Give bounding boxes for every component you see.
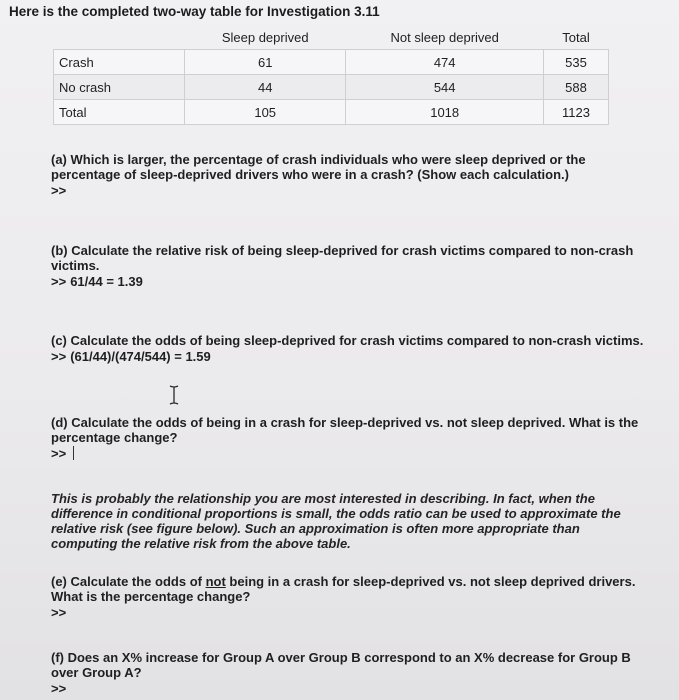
column-header (54, 25, 185, 50)
answer-e-field[interactable] (51, 605, 651, 620)
question-e-text-after: being in a crash for sleep-deprived vs. not sleep deprived drivers. What is the percentage change? (51, 574, 636, 604)
question-f (51, 650, 651, 696)
answer-c-field[interactable] (51, 349, 651, 364)
question-d-text: (d) Calculate the odds of being in a crash for sleep-deprived vs. not sleep deprived. What is the percentage change? (51, 415, 639, 445)
table-cell: 1018 (346, 100, 544, 125)
answer-a-field[interactable] (51, 183, 651, 198)
table-cell: 105 (185, 100, 346, 125)
table-cell: 544 (346, 75, 544, 100)
i-beam-cursor-icon (167, 385, 181, 405)
answer-c-prefix: >> (51, 349, 67, 364)
answer-d-prefix: >> (51, 446, 67, 461)
question-c (51, 333, 651, 364)
question-e (51, 574, 651, 620)
question-b (51, 243, 651, 289)
table-row (54, 50, 609, 75)
table-cell: 1123 (543, 100, 608, 125)
answer-b-prefix: >> (51, 274, 67, 289)
table-cell: 588 (543, 75, 608, 100)
table-cell: 44 (185, 75, 346, 100)
row-label: No crash (54, 75, 185, 100)
question-f-text: (f) Does an X% increase for Group A over Group B correspond to an X% decrease for Group B over Group A? (51, 650, 631, 680)
text-caret (73, 446, 74, 460)
page-heading: Here is the completed two-way table for Investigation 3.11 (9, 4, 380, 19)
table-row (54, 75, 609, 100)
two-way-table (53, 25, 609, 125)
table-cell: 61 (185, 50, 346, 75)
explanatory-note: This is probably the relationship you are most interested in describing. In fact, when the difference in conditional proportions is small, the odds ratio can be used to approximate the relative risk (see figure below). Such an approximation is often more appropriate than computing the relative risk from the above table. (51, 491, 621, 551)
answer-c-text: (61/44)/(474/544) = 1.59 (70, 349, 211, 364)
answer-a-prefix: >> (51, 183, 67, 198)
table-row (54, 100, 609, 125)
question-b-text: (b) Calculate the relative risk of being sleep-deprived for crash victims compared to non-crash victims. (51, 243, 634, 273)
answer-b-text: 61/44 = 1.39 (70, 274, 143, 289)
column-header: Not sleep deprived (346, 25, 544, 50)
answer-f-field[interactable] (51, 681, 651, 696)
answer-b-field[interactable] (51, 274, 651, 289)
question-a-text: (a) Which is larger, the percentage of crash individuals who were sleep deprived or the percentage of sleep-deprived drivers who were in a crash? (Show each calculation.) (51, 152, 586, 182)
answer-e-prefix: >> (51, 605, 67, 620)
column-header: Total (543, 25, 608, 50)
column-header: Sleep deprived (185, 25, 346, 50)
question-a (51, 152, 651, 198)
question-e-underlined-word: not (205, 574, 226, 589)
table-header-row (54, 25, 609, 50)
question-c-text: (c) Calculate the odds of being sleep-deprived for crash victims compared to non-crash victims. (51, 333, 644, 348)
row-label: Total (54, 100, 185, 125)
question-e-text-before: (e) Calculate the odds of (51, 574, 206, 589)
question-d (51, 415, 651, 461)
answer-f-prefix: >> (51, 681, 67, 696)
table-cell: 474 (346, 50, 544, 75)
row-label: Crash (54, 50, 185, 75)
table-cell: 535 (543, 50, 608, 75)
answer-d-field[interactable] (51, 446, 651, 461)
